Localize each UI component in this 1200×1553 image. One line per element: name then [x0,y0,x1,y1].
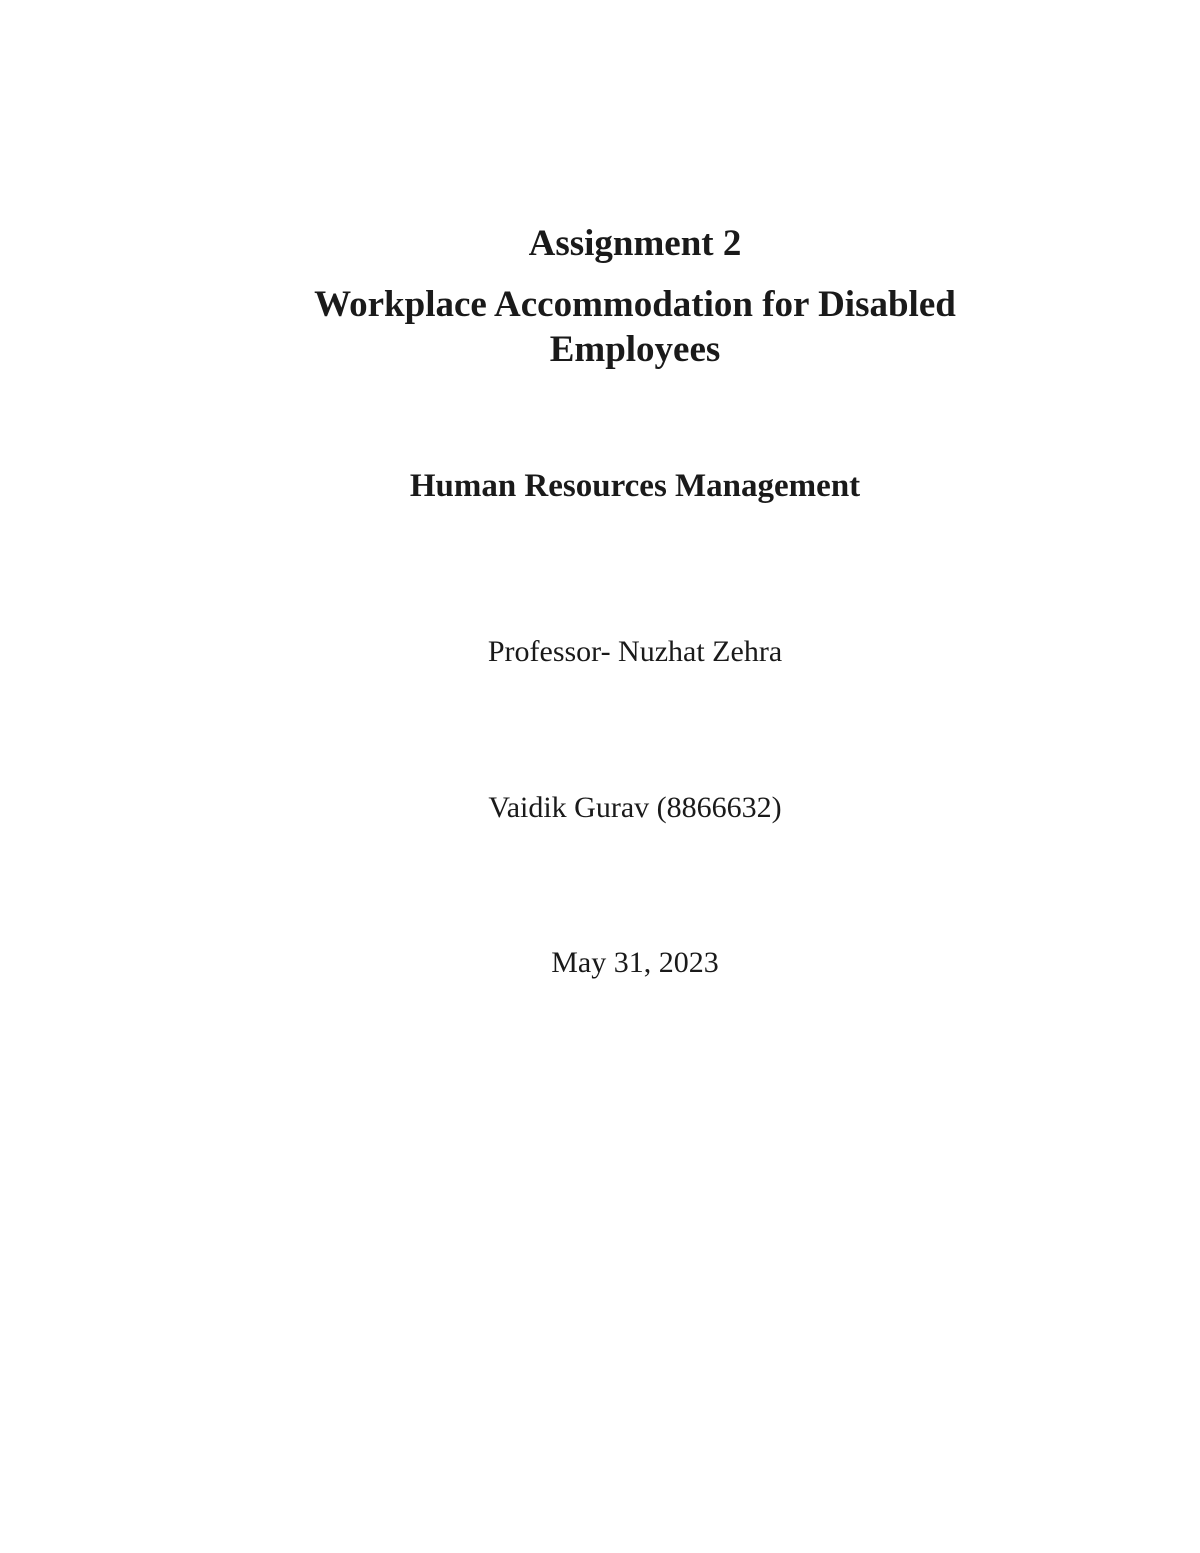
submission-date: May 31, 2023 [551,946,719,979]
document-title-line-2: Employees [549,329,721,370]
professor-name: Professor- Nuzhat Zehra [487,635,783,668]
course-name: Human Resources Management [409,468,861,504]
assignment-number: Assignment 2 [528,223,742,264]
document-title-line-1: Workplace Accommodation for Disabled [314,284,956,325]
student-name-and-id: Vaidik Gurav (8866632) [488,791,782,824]
